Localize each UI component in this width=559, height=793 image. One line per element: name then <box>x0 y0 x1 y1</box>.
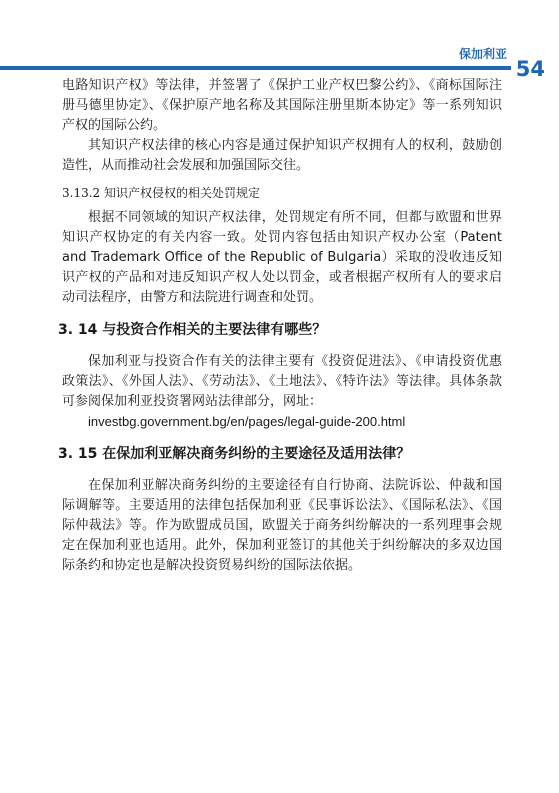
paragraph-ip-core: 其知识产权法律的核心内容是通过保护知识产权拥有人的权利，鼓励创造性，从而推动社会发展和加强国际交往。 <box>62 138 502 173</box>
investment-laws-url: investbg.government.bg/en/pages/legal-guide-200.html <box>88 414 406 429</box>
section-heading-3-15: 3. 15 在保加利亚解决商务纠纷的主要途径及适用法律？ <box>58 446 411 462</box>
paragraph-dispute-resolution: 在保加利亚解决商务纠纷的主要途径有自行协商、法院诉讼、仲裁和国际调解等。主要适用的法律包括保加利亚《民事诉讼法》、《国际私法》、《国际仲裁法》等。作为欧盟成员国，欧盟关于商务纠纷解决的一系列理事会规定在保加利亚也适用。此外，保加利亚签订的其他关于纠纷解决的多双边国际条约和协定也是解决投资贸易纠纷的国际法依据。 <box>62 478 502 573</box>
section-heading-3-14: 3. 14 与投资合作相关的主要法律有哪些？ <box>58 322 327 338</box>
paragraph-investment-laws: 保加利亚与投资合作有关的法律主要有《投资促进法》、《申请投资优惠政策法》、《外国人法》、《劳动法》、《土地法》、《特许法》等法律。具体条款可参阅保加利亚投资署网站法律部分，网址： <box>62 354 502 409</box>
running-header-title: 保加利亚 <box>458 47 507 61</box>
subsection-heading-3-13-2: 3.13.2 知识产权侵权的相关处罚规定 <box>62 186 260 200</box>
paragraph-ip-penalties: 根据不同领域的知识产权法律，处罚规定有所不同，但都与欧盟和世界知识产权协定的有关内容一致。处罚内容包括由知识产权办公室（Patent and Trademark Office of the Republic of Bulgaria）采取的没收违反知识产权的产品和对违反知识产权人处以罚金，或者根据产权所有人的要求启动司法程序，由警方和法院进行调查和处罚。 <box>62 210 502 305</box>
paragraph-ip-conventions: 电路知识产权》等法律，并签署了《保护工业产权巴黎公约》、《商标国际注册马德里协定》、《保护原产地名称及其国际注册里斯本协定》等一系列知识产权的国际公约。 <box>62 78 502 133</box>
header-rule <box>0 66 511 70</box>
page-body <box>58 76 502 576</box>
page-number: 54 <box>515 57 545 81</box>
